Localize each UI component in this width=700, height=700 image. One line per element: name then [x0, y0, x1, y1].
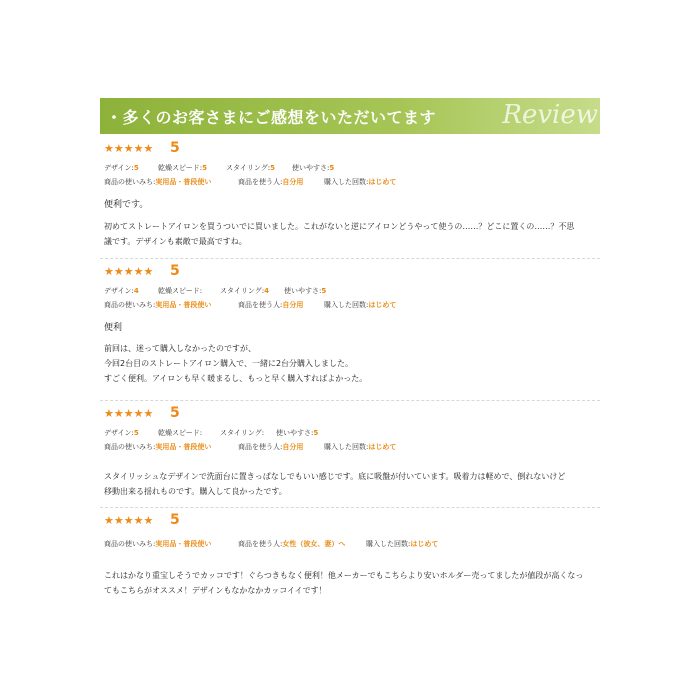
star-rating-icon: ★★★★★ [104, 407, 154, 420]
purchase-details [100, 297, 600, 311]
review-banner [100, 98, 600, 134]
value: 5 [270, 164, 275, 172]
label: 購入した回数: [324, 301, 369, 309]
rating-score: 5 [170, 140, 180, 156]
value: 自分用 [282, 443, 304, 451]
value: 女性（彼女、妻）へ [282, 540, 346, 548]
value: 実用品・普段使い [155, 540, 212, 548]
value: はじめて [368, 178, 397, 186]
star-rating-icon: ★★★★★ [104, 514, 154, 527]
value: はじめて [410, 540, 439, 548]
purchase-details [100, 174, 600, 188]
label: 商品の使いみち: [104, 443, 156, 451]
rating-details [100, 283, 600, 297]
value: 4 [133, 287, 139, 295]
label: 商品の使いみち: [104, 301, 156, 309]
review-line: スタイリッシュなデザインで洗面台に置きっぱなしでもいい感じです。底に吸盤が付いています。吸着力は軽めで、倒れないけど [104, 472, 566, 481]
label: デザイン: [104, 287, 134, 295]
review-item [100, 140, 600, 249]
review-title: 便利です。 [104, 200, 149, 210]
label: スタイリング: [220, 429, 265, 437]
label: 使いやすさ: [292, 164, 330, 172]
label: 商品の使いみち: [104, 178, 156, 186]
value: 5 [133, 164, 139, 172]
value: 自分用 [282, 178, 304, 186]
review-body [100, 568, 600, 598]
label: 商品を使う人: [238, 178, 283, 186]
value: 実用品・普段使い [155, 178, 212, 186]
label: 使いやすさ: [284, 287, 322, 295]
label: デザイン: [104, 429, 134, 437]
value: はじめて [368, 301, 397, 309]
review-line: てもこちらがオススメ！デザインもなかなかカッコイイです！ [104, 586, 327, 595]
value: 5 [133, 429, 139, 437]
review-line: 移動出来る揺れものです。購入して良かったです。 [104, 487, 287, 496]
star-rating-icon: ★★★★★ [104, 142, 154, 155]
review-line: 初めてストレートアイロンを買うついでに買いました。これがないと逆にアイロンどうやって使うの……？どこに置くの……？不思 [104, 222, 575, 231]
review-item [100, 512, 600, 598]
label: 商品を使う人: [238, 540, 283, 548]
value: 5 [313, 429, 319, 437]
divider [100, 507, 600, 508]
label: 使いやすさ: [276, 429, 314, 437]
rating-details [100, 160, 600, 174]
label: 購入した回数: [366, 540, 411, 548]
rating-details [100, 425, 600, 439]
review-item [100, 405, 600, 499]
label: 商品を使う人: [238, 301, 283, 309]
review-line: これはかなり重宝しそうでカッコです！ぐらつきもなく便利！他メーカーでもこちらより安いホルダー売ってましたが値段が高くなっ [104, 571, 584, 580]
review-logo-text: Review [502, 100, 598, 130]
purchase-details [100, 439, 600, 453]
review-body [100, 469, 600, 499]
divider [100, 400, 600, 401]
review-body [100, 219, 600, 249]
value: 5 [202, 164, 207, 172]
label: スタイリング: [226, 164, 271, 172]
value: はじめて [368, 443, 397, 451]
review-line: 議です。デザインも素敵で最高ですね。 [104, 237, 247, 246]
review-line: 今回2台目のストレートアイロン購入で、一緒に2台分購入しました。 [104, 359, 354, 368]
divider [100, 258, 600, 259]
label: 商品の使いみち: [104, 540, 156, 548]
label: 乾燥スピード: [158, 429, 203, 437]
value: 5 [329, 164, 335, 172]
banner-title: ・多くのお客さまにご感想をいただいてます [106, 108, 437, 127]
label: 購入した回数: [324, 443, 369, 451]
purchase-details [100, 536, 600, 550]
review-body [100, 341, 600, 386]
label: 乾燥スピード: [158, 287, 203, 295]
label: 商品を使う人: [238, 443, 283, 451]
label: スタイリング: [220, 287, 265, 295]
label: デザイン: [104, 164, 134, 172]
review-title: 便利 [104, 323, 123, 333]
review-item [100, 263, 600, 386]
value: 実用品・普段使い [155, 443, 212, 451]
rating-score: 5 [170, 512, 180, 528]
value: 4 [264, 287, 269, 295]
value: 実用品・普段使い [155, 301, 212, 309]
label: 乾燥スピード: [158, 164, 203, 172]
rating-score: 5 [170, 263, 180, 279]
rating-score: 5 [170, 405, 180, 421]
review-line: すごく便利。アイロンも早く暖まるし、もっと早く購入すればよかった。 [104, 374, 368, 383]
value: 5 [321, 287, 327, 295]
value: 自分用 [282, 301, 304, 309]
label: 購入した回数: [324, 178, 369, 186]
review-line: 前回は、迷って購入しなかったのですが、 [104, 344, 256, 353]
star-rating-icon: ★★★★★ [104, 265, 154, 278]
